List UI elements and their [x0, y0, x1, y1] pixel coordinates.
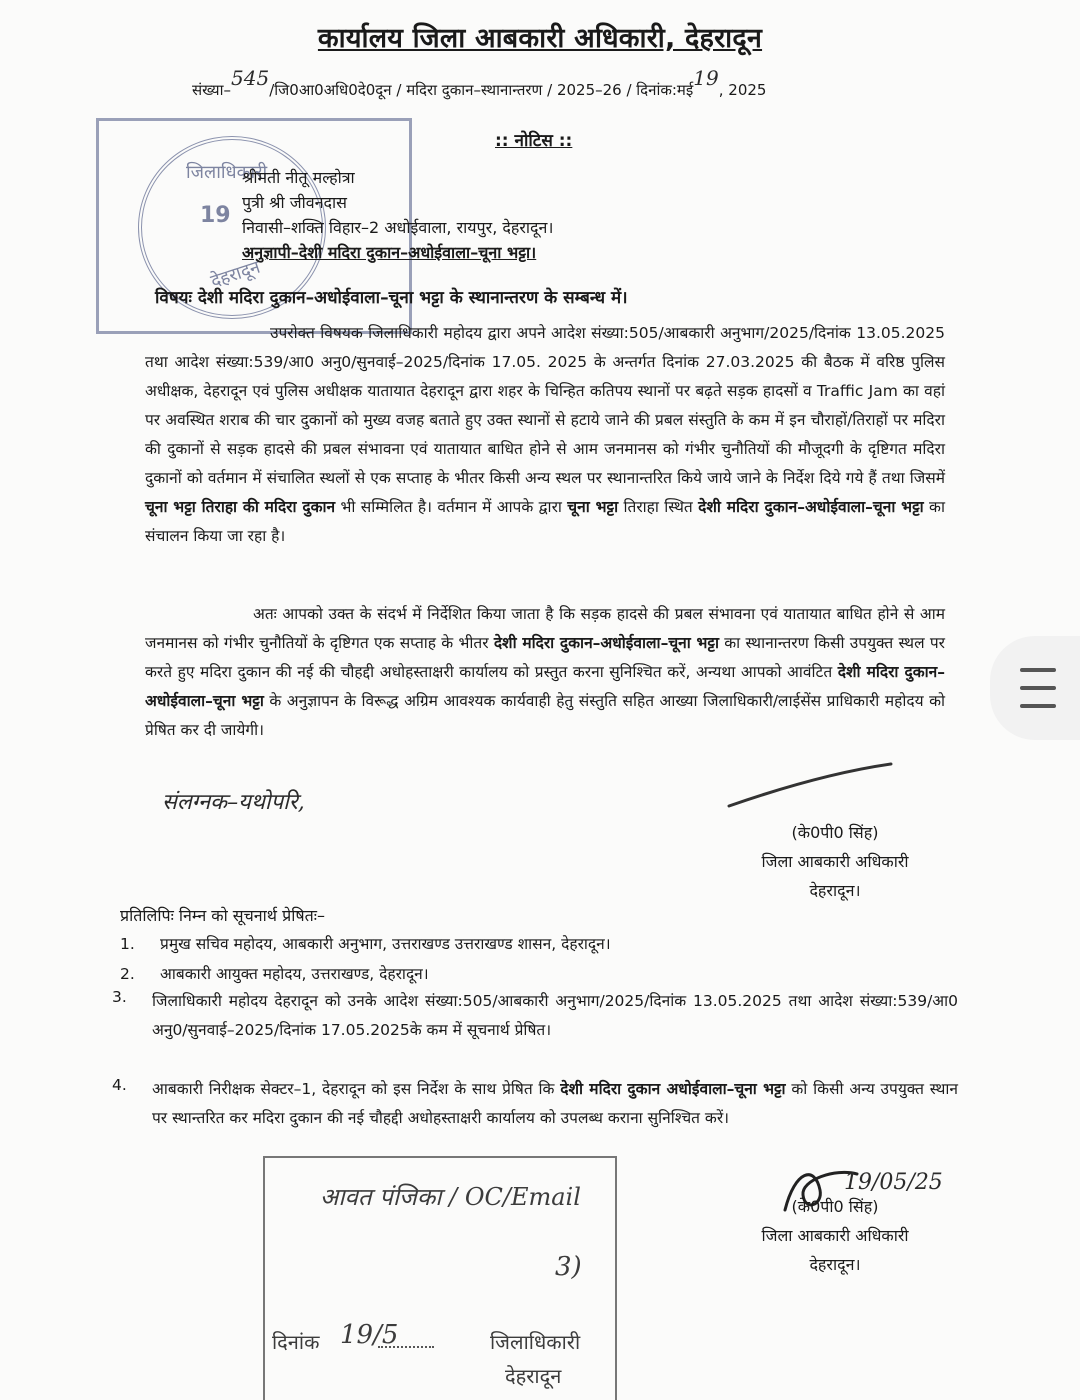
para1-bold-f: देशी मदिरा दुकान–अधोईवाला–चूना भट्टा	[698, 498, 924, 516]
copy-item-2-text: आबकारी आयुक्त महोदय, उत्तराखण्ड, देहरादून।	[160, 965, 429, 983]
copy-heading: प्रतिलिपिः निम्न को सूचनार्थ प्रेषितः–	[120, 906, 325, 925]
subject-text: देशी मदिरा दुकान–अधोईवाला–चूना भट्टा के स्थानान्तरण के सम्बन्ध में।	[197, 288, 628, 308]
para2-text-a: अतः आपको उक्त के संदर्भ में निर्देशित किया जाता है कि सड़क हादसे की प्रबल संभावना एवं यातायात बाधित होने से आम जनमानस को गंभीर चुनौतियों के दृष्टिगत एक सप्ताह के भीतर	[145, 605, 945, 652]
ref-number-handwritten: 545	[231, 66, 270, 90]
para2-bold-d: देशी मदिरा दुकान–अधोईवाला–चूना भट्टा	[145, 663, 945, 710]
addressee-relation: पुत्री श्री जीवनदास	[242, 193, 347, 212]
addressee-name: श्रीमती नीतू मल्होत्रा	[242, 168, 355, 187]
copy-item-2	[120, 960, 940, 989]
copy-item-4-text	[152, 1075, 958, 1133]
signatory-2	[725, 1192, 945, 1279]
signatory-1	[725, 818, 945, 905]
subject-line	[155, 285, 628, 308]
copy-item-1-num: 1.	[120, 935, 135, 953]
para1-text-a: उपरोक्त विषयक जिलाधिकारी महोदय द्वारा अपने आदेश संख्या:505/आबकारी अनुभाग/2025/दिनांक 13.05.2025 तथा आदेश संख्या:539/आ0 अनु0/सुनवाई–2025/दिनांक 17.05. 2025 के अन्तर्गत दिनांक 27.03.2025 की बैठक में वरिष्ठ पुलिस अधीक्षक, देहरादून एवं पुलिस अधीक्षक यातायात देहरादून द्वारा शहर के चिन्हित कतिपय स्थानों पर बढ़ते सड़क हादसों व Traffic Jam का वहां पर अवस्थित शराब की चार दुकानों को मुख्य वजह बताते हुए उक्त स्थानों से हटाये जाने की प्रबल संस्तुति के कम में इन चौराहों/तिराहों पर मदिरा की दुकानों से सड़क हादसे की प्रबल संभावना एवं यातायात बाधित होने से आम जनमानस को गंभीर चुनौतियों की मौजूदगी के दृष्टिगत मदिरा दुकानों को वर्तमान में संचालित स्थलों से एक सप्ताह के भीतर किसी अन्य स्थल पर स्थानान्तरित किये जाये जाने के निर्देश दिये गये हैं तथा जिसमें	[145, 324, 945, 487]
signatory-2-name: (के0पी0 सिंह)	[791, 1197, 879, 1216]
para2-text-c: का स्थानान्तरण किसी उपयुक्त स्थल पर करते हुए मदिरा दुकान की नई की चौहद्दी अधोहस्ताक्षरी कार्यालय को प्रस्तुत करना सुनिश्चित करें, अन्यथा आपको आवंटित	[145, 634, 945, 681]
signatory-1-place: देहरादून।	[809, 881, 861, 900]
seal-line1: जिलाधिकारी	[186, 162, 268, 183]
body-paragraph-1	[145, 319, 945, 551]
copy-item-4-a: आबकारी निरीक्षक सेक्टर–1, देहरादून को इस निर्देश के साथ प्रेषित कि	[152, 1080, 555, 1098]
office-title: कार्यालय जिला आबकारी अधिकारी, देहरादून	[317, 23, 763, 54]
ref-prefix: संख्या–	[192, 81, 232, 99]
para1-text-c: भी सम्मिलित है। वर्तमान में आपके द्वारा	[340, 498, 562, 516]
copy-item-4-c: को किसी अन्य उपयुक्त स्थान पर स्थान्तरित कर मदिरा दुकान की नई चौहद्दी अधोहस्ताक्षरी कार्यालय को उपलब्ध कराना सुनिश्चित करें।	[152, 1080, 958, 1127]
reference-line	[192, 66, 767, 100]
seal-date: 19	[200, 203, 231, 228]
signature-date: 19/05/25	[844, 1170, 943, 1195]
hamburger-menu-button[interactable]	[990, 636, 1080, 740]
enclosure-handwritten: संलग्नक–यथोपरि,	[162, 790, 305, 815]
copy-item-2-num: 2.	[120, 965, 135, 983]
receipt-stamp-date: 19/5	[340, 1320, 399, 1350]
copy-item-1-text: प्रमुख सचिव महोदय, आबकारी अनुभाग, उत्तराखण्ड उत्तराखण्ड शासन, देहरादून।	[160, 935, 611, 953]
para1-text-e: तिराहा स्थित	[623, 498, 693, 516]
ref-day-handwritten: 19	[693, 66, 719, 90]
ref-middle: /जि0आ0अधि0दे0दून / मदिरा दुकान–स्थानान्तरण / 2025–26 / दिनांक:मई	[269, 81, 694, 99]
addressee-address: निवासी–शक्ति विहार–2 अधोईवाला, रायपुर, देहरादून।	[242, 218, 554, 237]
receipt-stamp-note: आवत पंजिका / OC/Email	[320, 1183, 581, 1211]
copy-item-4-num: 4.	[112, 1076, 127, 1094]
receipt-stamp-date-dots	[378, 1346, 434, 1348]
signature-stroke	[725, 760, 895, 810]
notice-heading: :: नोटिस ::	[495, 131, 573, 151]
signatory-1-designation: जिला आबकारी अधिकारी	[761, 852, 909, 871]
para1-bold-d: चूना भट्टा	[567, 498, 619, 516]
signatory-2-place: देहरादून।	[809, 1255, 861, 1274]
signatory-1-name: (के0पी0 सिंह)	[791, 823, 879, 842]
para2-text-e: के अनुज्ञापन के विरूद्ध अग्रिम आवश्यक कार्यवाही हेतु संस्तुति सहित आख्या जिलाधिकारी/लाईसेंस प्राधिकारी महोदय को प्रेषित कर दी जायेगी।	[145, 692, 945, 739]
receipt-stamp-office-1: जिलाधिकारी	[490, 1330, 581, 1354]
ref-year: , 2025	[718, 81, 767, 99]
para2-bold-b: देशी मदिरा दुकान–अधोईवाला–चूना भट्टा	[493, 634, 719, 652]
receipt-stamp-office-2: देहरादून	[505, 1364, 562, 1388]
signatory-2-designation: जिला आबकारी अधिकारी	[761, 1226, 909, 1245]
copy-item-3-num: 3.	[112, 988, 127, 1006]
addressee-licensee: अनुज्ञापी–देशी मदिरा दुकान–अधोईवाला–चूना भट्टा।	[242, 243, 537, 262]
copy-item-4-b: देशी मदिरा दुकान अधोईवाला–चूना भट्टा	[560, 1080, 786, 1098]
seal-line3: देहरादून	[208, 256, 263, 293]
receipt-stamp-number: 3)	[555, 1252, 582, 1282]
body-paragraph-2	[145, 600, 945, 745]
copy-item-3-text: जिलाधिकारी महोदय देहरादून को उनके आदेश संख्या:505/आबकारी अनुभाग/2025/दिनांक 13.05.2025 तथा आदेश संख्या:539/आ0 अनु0/सुनवाई–2025/दिनांक 17.05.2025के कम में सूचनार्थ प्रेषित।	[152, 992, 958, 1039]
para1-text-g: का संचालन किया जा रहा है।	[145, 498, 945, 545]
receipt-stamp-date-label: दिनांक	[272, 1330, 320, 1354]
para1-bold-b: चूना भट्टा तिराहा की मदिरा दुकान	[145, 498, 336, 516]
copy-item-1	[120, 930, 940, 959]
subject-label: विषयः	[155, 288, 192, 308]
